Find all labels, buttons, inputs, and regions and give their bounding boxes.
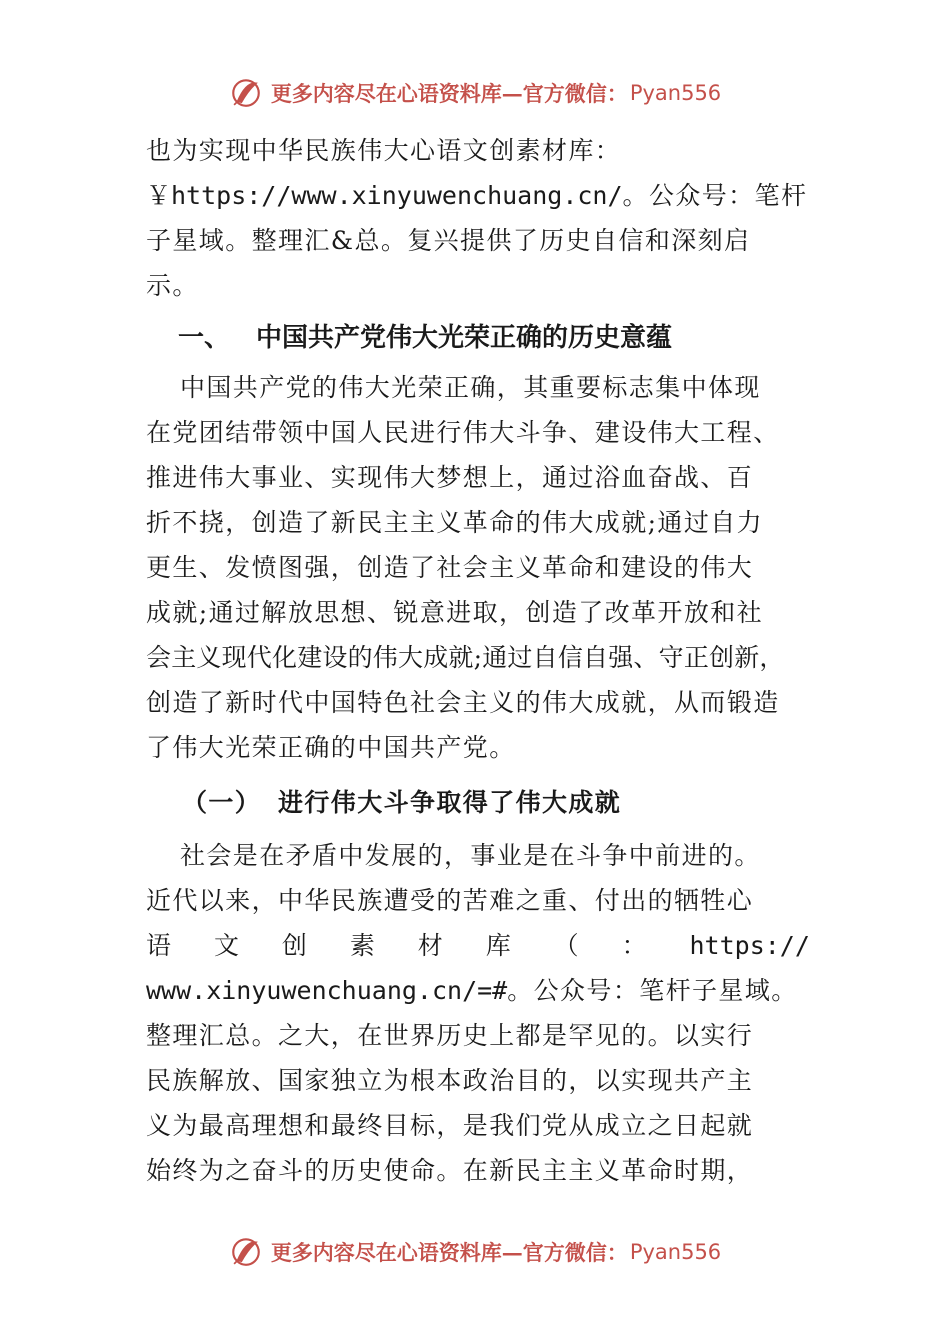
spread-char: 创 xyxy=(281,931,309,960)
paragraph-line: 民族解放、国家独立为根本政治目的，以实现共产主 xyxy=(146,1066,754,1095)
intro-line: 示。 xyxy=(146,271,199,300)
paragraph-line: 近代以来，中华民族遭受的苦难之重、付出的牺牲心 xyxy=(146,886,754,915)
intro-line: 子星域。整理汇&总。复兴提供了历史自信和深刻启 xyxy=(146,226,751,255)
intro-url: ￥https://www.xinyuwenchuang.cn/ xyxy=(146,181,623,210)
pen-seal-icon xyxy=(229,1235,263,1269)
pen-seal-icon xyxy=(229,76,263,110)
spread-char: （ xyxy=(553,931,581,960)
spread-char: ： xyxy=(621,931,648,960)
footer-banner-text: 更多内容尽在心语资料库—官方微信： xyxy=(270,1240,628,1265)
paragraph-line: 更生、发愤图强，创造了社会主义革命和建设的伟大 xyxy=(146,553,754,582)
paragraph-line xyxy=(146,968,810,1013)
spread-char: 文 xyxy=(213,931,241,960)
spread-line xyxy=(146,923,810,968)
paragraph-line: 社会是在矛盾中发展的，事业是在斗争中前进的。 xyxy=(180,841,761,870)
spread-char: 素 xyxy=(349,931,377,960)
intro-line-rest: 。公众号：笔杆 xyxy=(622,181,808,210)
intro-line: 也为实现中华民族伟大心语文创素材库： xyxy=(146,136,622,165)
subsection-title: 进行伟大斗争取得了伟大成就 xyxy=(278,788,622,817)
subsection-number: （一） xyxy=(182,788,262,817)
paragraph-line: 创造了新时代中国特色社会主义的伟大成就，从而锻造 xyxy=(146,688,780,717)
header-wechat-id: Pyan556 xyxy=(629,81,722,105)
paragraph-line: 始终为之奋斗的历史使命。在新民主主义革命时期， xyxy=(146,1156,754,1185)
spread-char: 语 xyxy=(146,931,173,960)
spread-url: https:// xyxy=(689,931,810,960)
paragraph-line: 推进伟大事业、实现伟大梦想上，通过浴血奋战、百 xyxy=(146,463,754,492)
paragraph-line: 了伟大光荣正确的中国共产党。 xyxy=(146,733,516,762)
spread-char: 库 xyxy=(485,931,513,960)
footer-banner xyxy=(0,1232,950,1272)
spread-char: 材 xyxy=(417,931,445,960)
subsection-heading xyxy=(146,780,810,825)
document-body xyxy=(146,128,810,1193)
section-heading xyxy=(146,316,810,361)
paragraph-line: 整理汇总。之大，在世界历史上都是罕见的。以实行 xyxy=(146,1021,754,1050)
paragraph-url: www.xinyuwenchuang.cn/=# xyxy=(146,976,508,1005)
paragraph-line-rest: 。公众号：笔杆子星域。 xyxy=(507,976,798,1005)
footer-wechat-id: Pyan556 xyxy=(629,1240,722,1264)
intro-paragraph xyxy=(146,128,810,308)
paragraph-line: 义为最高理想和最终目标，是我们党从成立之日起就 xyxy=(146,1111,754,1140)
paragraph-line: 中国共产党的伟大光荣正确，其重要标志集中体现 xyxy=(180,373,761,402)
section-title: 中国共产党伟大光荣正确的历史意蕴 xyxy=(256,323,673,353)
header-banner xyxy=(0,73,950,113)
paragraph-line: 会主义现代化建设的伟大成就;通过自信自强、守正创新， xyxy=(146,643,785,672)
section-number: 一、 xyxy=(178,323,231,353)
paragraph-line: 在党团结带领中国人民进行伟大斗争、建设伟大工程、 xyxy=(146,418,780,447)
paragraph-2 xyxy=(146,833,810,1193)
paragraph-line: 成就;通过解放思想、锐意进取，创造了改革开放和社 xyxy=(146,598,764,627)
paragraph-1 xyxy=(146,365,810,770)
header-banner-text: 更多内容尽在心语资料库—官方微信： xyxy=(270,81,628,106)
paragraph-line: 折不挠，创造了新民主主义革命的伟大成就;通过自力 xyxy=(146,508,764,537)
intro-line xyxy=(146,173,810,218)
